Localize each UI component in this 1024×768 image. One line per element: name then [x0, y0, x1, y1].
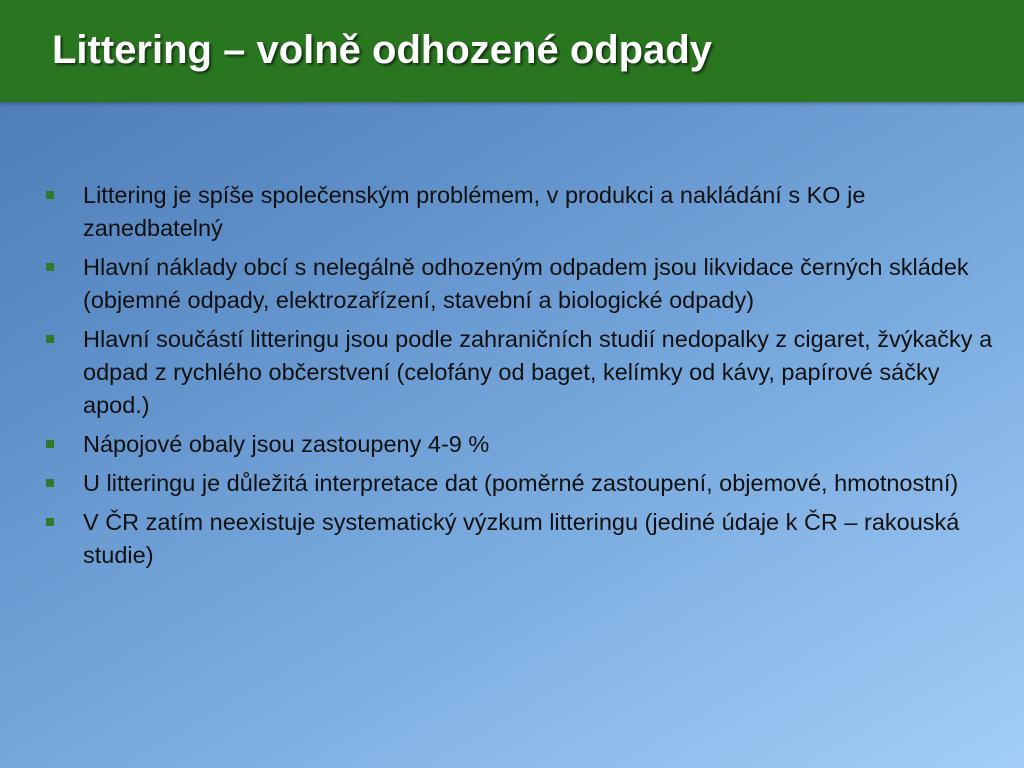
bullet-text: Hlavní součástí litteringu jsou podle zahraničních studií nedopalky z cigaret, žvýkačky a odpad z rychlého občerstvení (celofány od baget, kelímky od kávy, papírové sáčky apod.) [83, 326, 993, 418]
title-bar [0, 0, 1024, 102]
bullet-text: Nápojové obaly jsou zastoupeny 4-9 % [83, 431, 490, 457]
slide-title: Littering – volně odhozené odpady [52, 28, 713, 72]
bullet-item [44, 428, 994, 461]
square-bullet-icon [46, 440, 54, 448]
bullet-text: V ČR zatím neexistuje systematický výzkum litteringu (jediné údaje k ČR – rakouská studie) [83, 509, 960, 568]
bullet-item [44, 506, 994, 572]
square-bullet-icon [46, 263, 54, 271]
bullet-list [44, 179, 994, 578]
bullet-item [44, 179, 994, 245]
square-bullet-icon [46, 518, 54, 526]
bullet-text: U litteringu je důležitá interpretace dat (poměrné zastoupení, objemové, hmotnostní) [83, 470, 959, 496]
bullet-text: Littering je spíše společenským problémem, v produkci a nakládání s KO je zanedbatelný [83, 182, 866, 241]
bullet-text: Hlavní náklady obcí s nelegálně odhozeným odpadem jsou likvidace černých skládek (objemné odpady, elektrozařízení, stavební a biologické odpady) [83, 254, 969, 313]
square-bullet-icon [46, 335, 54, 343]
bullet-item [44, 251, 994, 317]
square-bullet-icon [46, 479, 54, 487]
bullet-item [44, 323, 994, 422]
square-bullet-icon [46, 191, 54, 199]
bullet-item [44, 467, 994, 500]
